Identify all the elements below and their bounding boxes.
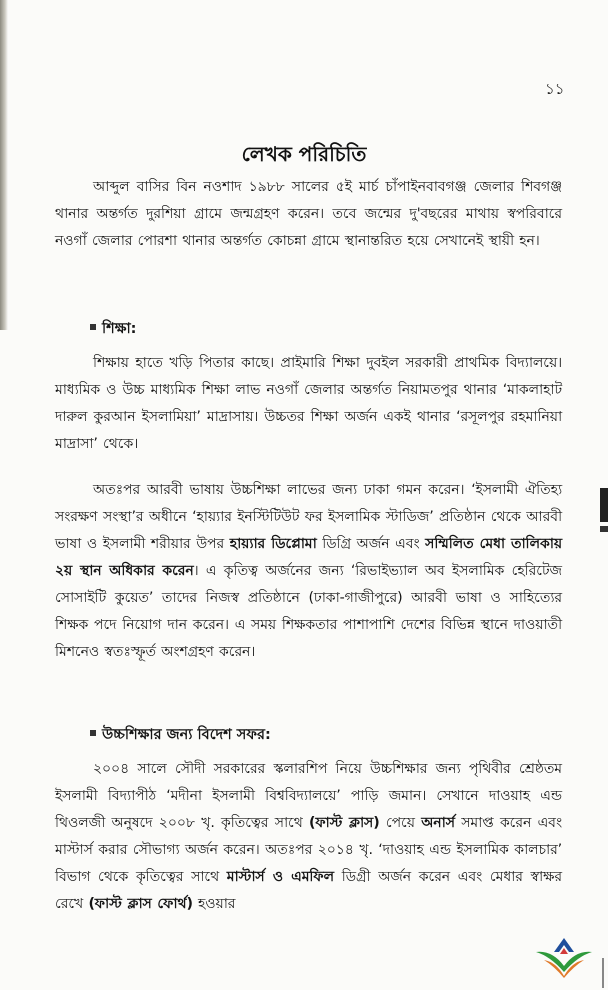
text: অতঃপর আরবী ভাষায় উচ্চশিক্ষা লাভের জন্য ঢাকা গমন করেন। ‘ইসলামী ঐতিহ্য সংরক্ষণ সংস্থা’র অধীনে ‘হায়্যার ইনস্টিটিউট ফর ইসলামিক স্টাডিজ’ প্রতিষ্ঠান থেকে আরবী ভাষা ও ইসলামী শরীয়ার উপর	[55, 482, 562, 552]
bold-text: সম্মিলিত মেধা তালিকায় ২য় স্থান অধিকার করেন	[55, 536, 562, 579]
text: ডিগ্রী অর্জন করেন এবং মেধার স্বাক্ষর রেখে	[55, 869, 562, 912]
education-paragraph-1: শিক্ষায় হাতে খড়ি পিতার কাছে। প্রাইমারি শিক্ষা দুবইল সরকারী প্রাথমিক বিদ্যালয়ে। মাধ্যমিক ও উচ্চ মাধ্যমিক শিক্ষা লাভ নওগাঁ জেলার অন্তর্গত নিয়ামতপুর থানার ‘মাকলাহাট দারুল কুরআন ইসলামিয়া’ মাদ্রাসায়। উচ্চতর শিক্ষা অর্জন একই থানার ‘রসূলপুর রহমানিয়া মাদ্রাসা’ থেকে।	[55, 355, 562, 452]
section-heading-education	[90, 318, 136, 342]
heading-text: শিক্ষা:	[102, 321, 137, 337]
heading-text: উচ্চশিক্ষার জন্য বিদেশ সফর:	[102, 727, 271, 743]
text: ডিগ্রি অর্জন এবং	[316, 536, 426, 552]
bold-text: হায়্যার ডিপ্লোমা	[229, 536, 317, 552]
edge-mark	[602, 958, 604, 988]
section-heading-abroad	[90, 724, 271, 748]
edge-mark	[600, 488, 608, 522]
bold-text: অনার্স	[421, 815, 455, 831]
bold-text: (ফাস্ট ক্লাস ফোর্থ)	[88, 896, 193, 912]
bold-text: (ফাস্ট ক্লাস)	[309, 815, 380, 831]
education-paragraph-2	[55, 477, 562, 666]
intro-paragraph: আব্দুল বাসির বিন নওশাদ ১৯৮৮ সালের ৫ই মার্চ চাঁপাইনবাবগঞ্জ জেলার শিবগঞ্জ থানার অন্তর্গত দুরশিয়া গ্রামে জন্মগ্রহণ করেন। তবে জন্মের দু'বছরের মাথায় স্বপরিবারে নওগাঁ জেলার পোরশা থানার অন্তর্গত কোচন্না গ্রামে স্থানান্তরিত হয়ে সেখানেই স্থায়ী হন।	[55, 179, 562, 249]
text: পেয়ে	[379, 815, 422, 831]
page-title: লেখক পরিচিতি	[241, 142, 367, 166]
text: ২০০৪ সালে সৌদী সরকারের স্কলারশিপ নিয়ে উচ্চশিক্ষার জন্য পৃথিবীর শ্রেষ্ঠতম ইসলামী বিদ্যাপীঠ ‘মদীনা ইসলামী বিশ্ববিদ্যালয়ে’ পাড়ি জমান। সেখানে দাওয়াহ এন্ড থিওলজী অনুষদে ২০০৮ খৃ. কৃতিত্বের সাথে	[55, 761, 562, 831]
bold-text: মাস্টার্স ও এমফিল	[226, 869, 334, 885]
text: সমাপ্ত করেন এবং মাস্টার্স করার সৌভাগ্য অর্জন করেন। অতঃপর ২০১৪ খৃ. ‘দাওয়াহ এন্ড ইসলামিক কালচার’ বিভাগ থেকে কৃতিত্বের সাথে	[55, 815, 562, 885]
page-number: ১১	[545, 80, 565, 98]
text: হওয়ার	[192, 896, 236, 912]
bullet-icon	[90, 730, 96, 736]
abroad-paragraph	[55, 756, 562, 918]
bullet-icon	[90, 324, 96, 330]
publisher-logo-icon	[534, 936, 594, 978]
text: । এ কৃতিত্ব অর্জনের জন্য ‘রিভাইভ্যাল অব ইসলামিক হেরিটেজ সোসাইটি কুয়েত’ তাদের নিজস্ব প্রতিষ্ঠানে (ঢাকা-গাজীপুরে) আরবী ভাষা ও সাহিত্যের শিক্ষক পদে নিয়োগ দান করেন। এ সময় শিক্ষকতার পাশাপাশি দেশের বিভিন্ন স্থানে দাওয়াতী মিশনেও স্বতঃস্ফূর্ত অংশগ্রহণ করেন।	[55, 563, 562, 660]
edge-mark	[600, 526, 608, 532]
